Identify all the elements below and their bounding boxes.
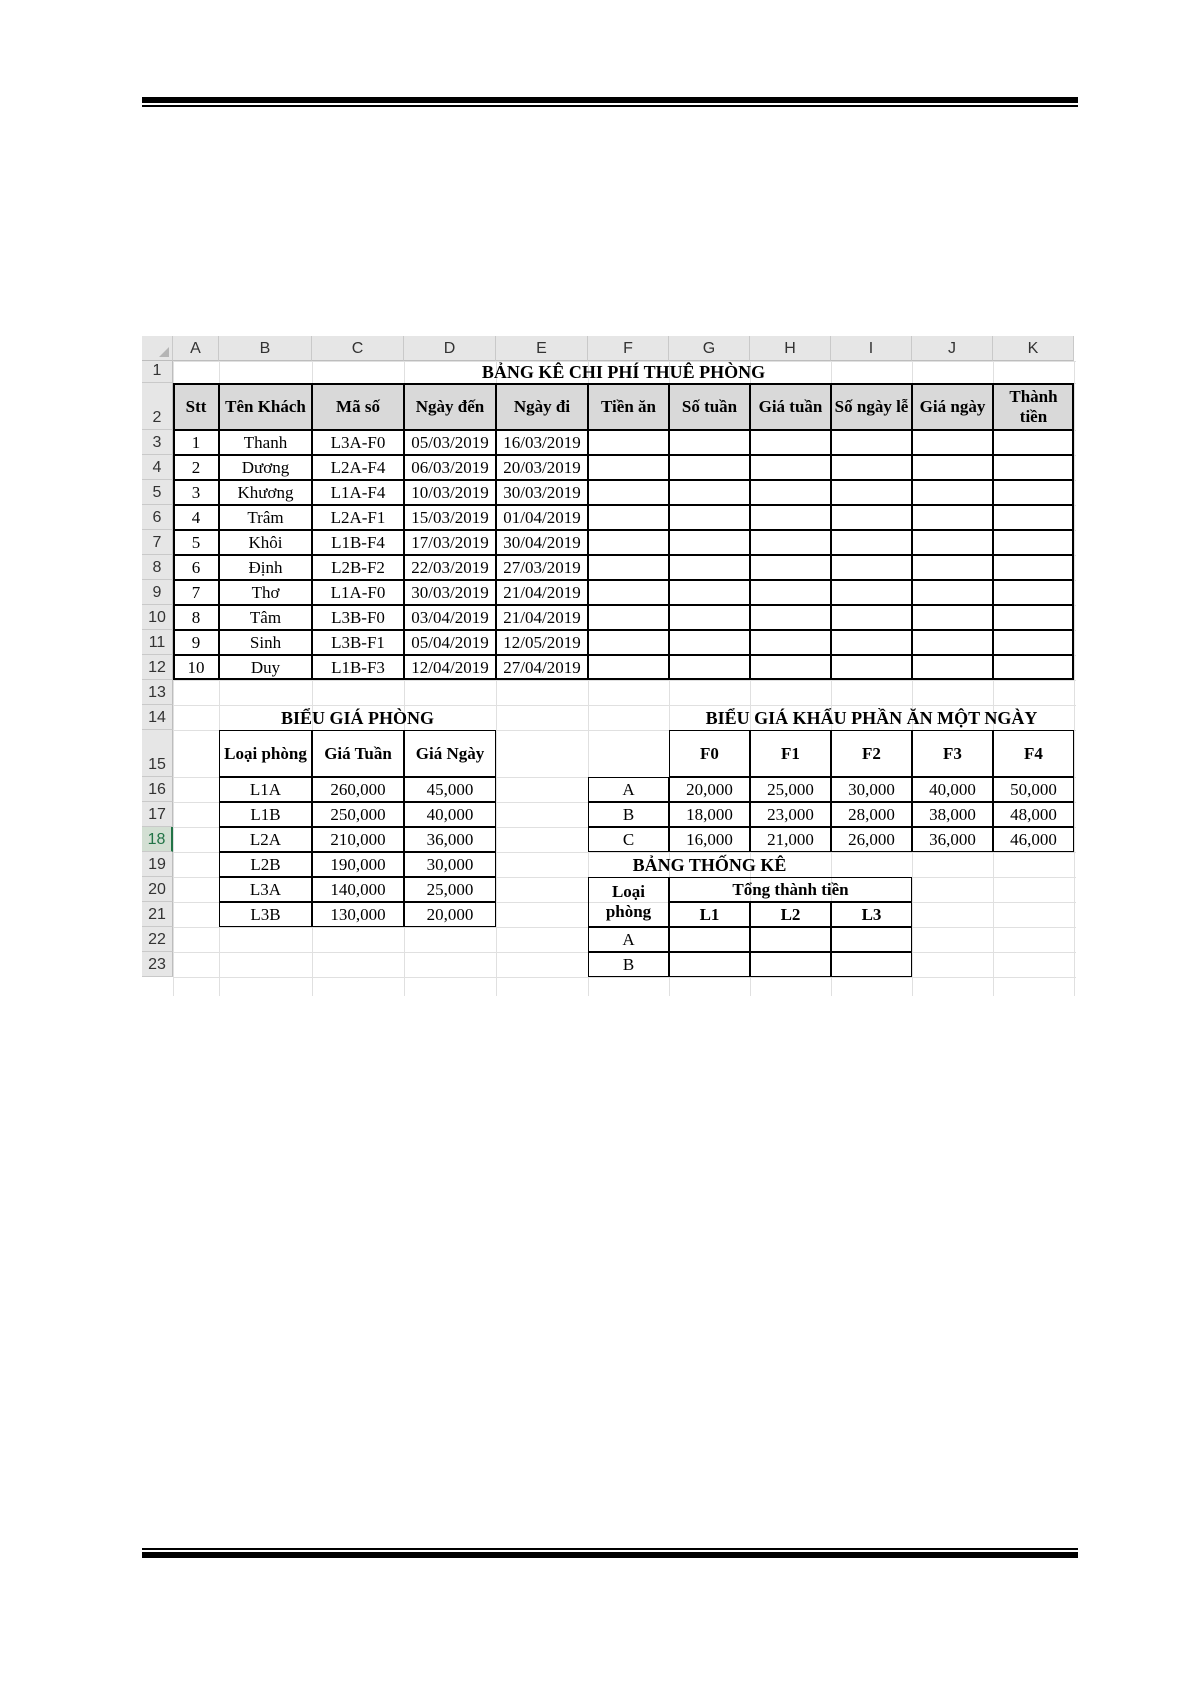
row-header-12[interactable]: 12	[142, 655, 173, 680]
room-price-cell[interactable]: 260,000	[312, 777, 404, 802]
room-price-cell[interactable]: 140,000	[312, 877, 404, 902]
gridline	[173, 977, 1076, 978]
main-table-cell[interactable]: 16/03/2019	[496, 430, 588, 455]
main-table-cell[interactable]: 06/03/2019	[404, 455, 496, 480]
main-table-header[interactable]: Ngày đi	[496, 383, 588, 430]
room-price-cell[interactable]: L3B	[219, 902, 312, 927]
meal-price-header[interactable]: F0	[669, 730, 750, 777]
main-table-cell[interactable]: 01/04/2019	[496, 505, 588, 530]
main-table-cell[interactable]: Dương	[219, 455, 312, 480]
meal-price-header[interactable]: F3	[912, 730, 993, 777]
main-table-cell[interactable]: L3A-F0	[312, 430, 404, 455]
main-table-cell[interactable]	[831, 605, 912, 630]
main-table-cell[interactable]: Sinh	[219, 630, 312, 655]
stats-sub-header[interactable]: L3	[831, 902, 912, 927]
header-rule	[142, 97, 1078, 107]
main-table-header[interactable]: Mã số	[312, 383, 404, 430]
main-table-cell[interactable]: 03/04/2019	[404, 605, 496, 630]
main-table-cell[interactable]	[993, 605, 1074, 630]
main-table-cell[interactable]: 10/03/2019	[404, 480, 496, 505]
main-table-cell[interactable]: Thanh	[219, 430, 312, 455]
row-header-20[interactable]: 20	[142, 877, 173, 902]
column-header-J[interactable]: J	[912, 336, 993, 361]
column-header-D[interactable]: D	[404, 336, 496, 361]
room-price-cell[interactable]: 250,000	[312, 802, 404, 827]
stats-cell[interactable]	[669, 927, 750, 952]
meal-price-cell[interactable]: 23,000	[750, 802, 831, 827]
row-header-17[interactable]: 17	[142, 802, 173, 827]
main-table-cell[interactable]: 22/03/2019	[404, 555, 496, 580]
meal-price-cell[interactable]: 40,000	[912, 777, 993, 802]
main-table-cell[interactable]: 20/03/2019	[496, 455, 588, 480]
main-table-cell[interactable]: Định	[219, 555, 312, 580]
row-header-16[interactable]: 16	[142, 777, 173, 802]
stats-cell[interactable]	[831, 952, 912, 977]
main-table-cell[interactable]: Khương	[219, 480, 312, 505]
main-table-title[interactable]: BẢNG KÊ CHI PHÍ THUÊ PHÒNG	[481, 362, 766, 382]
main-table-header[interactable]: Thành tiền	[993, 383, 1074, 430]
main-table-cell[interactable]: L3B-F0	[312, 605, 404, 630]
main-table-cell[interactable]	[588, 530, 669, 555]
main-table-cell[interactable]	[669, 630, 750, 655]
main-table-cell[interactable]	[912, 505, 993, 530]
room-price-cell[interactable]: L3A	[219, 877, 312, 902]
column-header-C[interactable]: C	[312, 336, 404, 361]
room-price-cell[interactable]: 30,000	[404, 852, 496, 877]
main-table-cell[interactable]	[831, 480, 912, 505]
stats-row-label[interactable]: B	[588, 952, 669, 977]
main-table-cell[interactable]: 1	[173, 430, 219, 455]
main-table-cell[interactable]	[912, 480, 993, 505]
main-table-cell[interactable]	[912, 655, 993, 680]
meal-price-header[interactable]: F2	[831, 730, 912, 777]
main-table-cell[interactable]: 05/03/2019	[404, 430, 496, 455]
stats-row-header[interactable]: Loại phòng	[588, 877, 669, 927]
main-table-header[interactable]: Ngày đến	[404, 383, 496, 430]
column-header-H[interactable]: H	[750, 336, 831, 361]
main-table-cell[interactable]	[588, 480, 669, 505]
main-table-cell[interactable]: Khôi	[219, 530, 312, 555]
meal-price-cell[interactable]: 26,000	[831, 827, 912, 852]
main-table-header[interactable]: Giá ngày	[912, 383, 993, 430]
room-price-cell[interactable]: L1A	[219, 777, 312, 802]
column-header-A[interactable]: A	[173, 336, 219, 361]
meal-price-cell[interactable]: 18,000	[669, 802, 750, 827]
main-table-cell[interactable]: L2A-F1	[312, 505, 404, 530]
main-table-cell[interactable]	[588, 580, 669, 605]
main-table-cell[interactable]: 17/03/2019	[404, 530, 496, 555]
meal-price-cell[interactable]: 36,000	[912, 827, 993, 852]
room-price-cell[interactable]: L1B	[219, 802, 312, 827]
room-price-cell[interactable]: L2A	[219, 827, 312, 852]
main-table-cell[interactable]: 2	[173, 455, 219, 480]
row-header-4[interactable]: 4	[142, 455, 173, 480]
main-table-cell[interactable]	[912, 630, 993, 655]
main-table-cell[interactable]	[750, 655, 831, 680]
main-table-cell[interactable]: 30/03/2019	[404, 580, 496, 605]
main-table-cell[interactable]: 05/04/2019	[404, 630, 496, 655]
main-table-cell[interactable]	[750, 630, 831, 655]
main-table-cell[interactable]: 15/03/2019	[404, 505, 496, 530]
main-table-cell[interactable]: Trâm	[219, 505, 312, 530]
main-table-cell[interactable]	[993, 630, 1074, 655]
column-header-B[interactable]: B	[219, 336, 312, 361]
meal-price-cell[interactable]: 50,000	[993, 777, 1074, 802]
main-table-cell[interactable]	[750, 505, 831, 530]
row-header-8[interactable]: 8	[142, 555, 173, 580]
main-table-cell[interactable]	[669, 505, 750, 530]
room-price-title[interactable]: BIỂU GIÁ PHÒNG	[280, 707, 435, 728]
stats-row-label[interactable]: A	[588, 927, 669, 952]
meal-price-cell[interactable]: 25,000	[750, 777, 831, 802]
meal-price-cell[interactable]: B	[588, 802, 669, 827]
row-header-11[interactable]: 11	[142, 630, 173, 655]
main-table-header[interactable]: Giá tuần	[750, 383, 831, 430]
main-table-cell[interactable]	[588, 630, 669, 655]
main-table-cell[interactable]: 12/05/2019	[496, 630, 588, 655]
main-table-cell[interactable]: L2A-F4	[312, 455, 404, 480]
column-header-K[interactable]: K	[993, 336, 1074, 361]
main-table-cell[interactable]: 3	[173, 480, 219, 505]
stats-cell[interactable]	[750, 927, 831, 952]
main-table-cell[interactable]	[993, 555, 1074, 580]
main-table-cell[interactable]	[993, 430, 1074, 455]
room-price-cell[interactable]: 130,000	[312, 902, 404, 927]
main-table-cell[interactable]	[750, 580, 831, 605]
row-header-23[interactable]: 23	[142, 952, 173, 977]
meal-price-header[interactable]: F4	[993, 730, 1074, 777]
main-table-cell[interactable]	[750, 480, 831, 505]
room-price-cell[interactable]: 210,000	[312, 827, 404, 852]
room-price-cell[interactable]: 190,000	[312, 852, 404, 877]
main-table-cell[interactable]: 12/04/2019	[404, 655, 496, 680]
room-price-cell[interactable]: 25,000	[404, 877, 496, 902]
room-price-cell[interactable]: 36,000	[404, 827, 496, 852]
main-table-cell[interactable]: Duy	[219, 655, 312, 680]
main-table-cell[interactable]	[831, 455, 912, 480]
main-table-cell[interactable]: 27/04/2019	[496, 655, 588, 680]
meal-price-cell[interactable]: A	[588, 777, 669, 802]
stats-cell[interactable]	[750, 952, 831, 977]
main-table-cell[interactable]: 30/04/2019	[496, 530, 588, 555]
main-table-cell[interactable]	[831, 505, 912, 530]
room-price-header[interactable]: Loại phòng	[219, 730, 312, 777]
row-header-18[interactable]: 18	[142, 827, 173, 852]
main-table-cell[interactable]: 7	[173, 580, 219, 605]
main-table-cell[interactable]	[669, 580, 750, 605]
main-table-cell[interactable]: 27/03/2019	[496, 555, 588, 580]
main-table-cell[interactable]: 21/04/2019	[496, 605, 588, 630]
main-table-cell[interactable]: 10	[173, 655, 219, 680]
room-price-header[interactable]: Giá Ngày	[404, 730, 496, 777]
main-table-cell[interactable]: L1B-F4	[312, 530, 404, 555]
main-table-cell[interactable]	[669, 480, 750, 505]
main-table-cell[interactable]	[588, 605, 669, 630]
main-table-cell[interactable]	[993, 480, 1074, 505]
main-table-cell[interactable]	[750, 455, 831, 480]
row-header-19[interactable]: 19	[142, 852, 173, 877]
main-table-header[interactable]: Tên Khách	[219, 383, 312, 430]
row-header-14[interactable]: 14	[142, 705, 173, 730]
main-table-cell[interactable]	[831, 655, 912, 680]
main-table-cell[interactable]: Thơ	[219, 580, 312, 605]
main-table-cell[interactable]	[993, 530, 1074, 555]
room-price-cell[interactable]: L2B	[219, 852, 312, 877]
meal-price-header[interactable]: F1	[750, 730, 831, 777]
meal-price-cell[interactable]: 38,000	[912, 802, 993, 827]
main-table-cell[interactable]	[993, 580, 1074, 605]
main-table-cell[interactable]	[831, 580, 912, 605]
row-header-1[interactable]: 1	[142, 361, 173, 383]
main-table-cell[interactable]: L1A-F0	[312, 580, 404, 605]
main-table-cell[interactable]: L1B-F3	[312, 655, 404, 680]
gridline	[1074, 361, 1075, 996]
main-table-cell[interactable]	[588, 655, 669, 680]
main-table-cell[interactable]	[993, 455, 1074, 480]
main-table-cell[interactable]	[831, 630, 912, 655]
main-table-cell[interactable]: 4	[173, 505, 219, 530]
main-table-cell[interactable]	[750, 430, 831, 455]
main-table-cell[interactable]	[750, 555, 831, 580]
main-table-cell[interactable]: 6	[173, 555, 219, 580]
main-table-cell[interactable]: 8	[173, 605, 219, 630]
row-header-3[interactable]: 3	[142, 430, 173, 455]
meal-price-title[interactable]: BIỂU GIÁ KHẨU PHẦN ĂN MỘT NGÀY	[705, 707, 1038, 728]
meal-price-cell[interactable]: C	[588, 827, 669, 852]
room-price-cell[interactable]: 45,000	[404, 777, 496, 802]
main-table-cell[interactable]: 9	[173, 630, 219, 655]
spreadsheet	[142, 336, 1076, 996]
main-table-cell[interactable]	[750, 605, 831, 630]
meal-price-cell[interactable]: 28,000	[831, 802, 912, 827]
column-header-E[interactable]: E	[496, 336, 588, 361]
main-table-cell[interactable]	[912, 530, 993, 555]
main-table-cell[interactable]: 5	[173, 530, 219, 555]
main-table-cell[interactable]: L1A-F4	[312, 480, 404, 505]
main-table-cell[interactable]	[831, 530, 912, 555]
main-table-cell[interactable]: L2B-F2	[312, 555, 404, 580]
main-table-header[interactable]: Số ngày lễ	[831, 383, 912, 430]
main-table-cell[interactable]	[588, 430, 669, 455]
select-all-corner[interactable]	[142, 336, 173, 361]
row-header-21[interactable]: 21	[142, 902, 173, 927]
main-table-header[interactable]: Số tuần	[669, 383, 750, 430]
main-table-cell[interactable]: 21/04/2019	[496, 580, 588, 605]
meal-price-cell[interactable]: 16,000	[669, 827, 750, 852]
meal-price-cell[interactable]: 46,000	[993, 827, 1074, 852]
footer-rule	[142, 1548, 1078, 1558]
main-table-cell[interactable]	[831, 430, 912, 455]
column-header-F[interactable]: F	[588, 336, 669, 361]
row-header-7[interactable]: 7	[142, 530, 173, 555]
meal-price-cell[interactable]: 20,000	[669, 777, 750, 802]
stats-title[interactable]: BẢNG THỐNG KÊ	[632, 854, 787, 875]
main-table-header[interactable]: Stt	[173, 383, 219, 430]
main-table-cell[interactable]	[912, 555, 993, 580]
row-header-2[interactable]: 2	[142, 383, 173, 430]
main-table-cell[interactable]	[750, 530, 831, 555]
main-table-cell[interactable]	[912, 605, 993, 630]
main-table-cell[interactable]: 30/03/2019	[496, 480, 588, 505]
main-table-cell[interactable]	[669, 655, 750, 680]
main-table-cell[interactable]	[588, 455, 669, 480]
main-table-cell[interactable]	[588, 505, 669, 530]
stats-sub-header[interactable]: L2	[750, 902, 831, 927]
main-table-cell[interactable]	[993, 655, 1074, 680]
main-table-cell[interactable]: Tâm	[219, 605, 312, 630]
meal-price-cell[interactable]: 21,000	[750, 827, 831, 852]
row-header-13[interactable]: 13	[142, 680, 173, 705]
row-header-5[interactable]: 5	[142, 480, 173, 505]
meal-price-cell[interactable]: 30,000	[831, 777, 912, 802]
row-header-10[interactable]: 10	[142, 605, 173, 630]
row-header-22[interactable]: 22	[142, 927, 173, 952]
room-price-cell[interactable]: 40,000	[404, 802, 496, 827]
main-table-cell[interactable]	[993, 505, 1074, 530]
stats-group-header[interactable]: Tổng thành tiền	[669, 877, 912, 902]
gridline	[173, 680, 1076, 681]
meal-price-cell[interactable]: 48,000	[993, 802, 1074, 827]
room-price-cell[interactable]: 20,000	[404, 902, 496, 927]
main-table-cell[interactable]	[669, 430, 750, 455]
main-table-cell[interactable]	[669, 555, 750, 580]
column-header-G[interactable]: G	[669, 336, 750, 361]
main-table-cell[interactable]	[912, 580, 993, 605]
room-price-header[interactable]: Giá Tuần	[312, 730, 404, 777]
stats-cell[interactable]	[831, 927, 912, 952]
row-header-6[interactable]: 6	[142, 505, 173, 530]
main-table-cell[interactable]	[831, 555, 912, 580]
main-table-cell[interactable]	[669, 455, 750, 480]
main-table-cell[interactable]	[588, 555, 669, 580]
main-table-cell[interactable]	[912, 430, 993, 455]
column-header-I[interactable]: I	[831, 336, 912, 361]
row-header-9[interactable]: 9	[142, 580, 173, 605]
main-table-header[interactable]: Tiền ăn	[588, 383, 669, 430]
main-table-cell[interactable]	[669, 530, 750, 555]
row-header-15[interactable]: 15	[142, 730, 173, 777]
stats-sub-header[interactable]: L1	[669, 902, 750, 927]
main-table-cell[interactable]: L3B-F1	[312, 630, 404, 655]
main-table-cell[interactable]	[669, 605, 750, 630]
main-table-cell[interactable]	[912, 455, 993, 480]
stats-cell[interactable]	[669, 952, 750, 977]
